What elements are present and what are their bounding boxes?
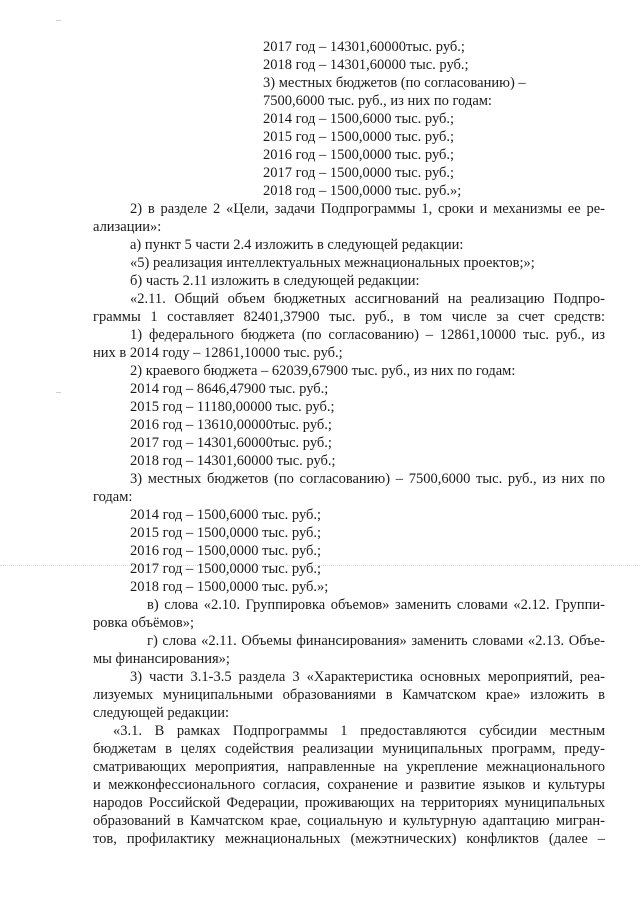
text-line: годам: — [93, 489, 133, 505]
text-line: сматривающих мероприятия, направленные на укрепление межнационального — [93, 759, 605, 775]
text-line: «3.1. В рамках Подпрограммы 1 предоставляются субсидии местным — [113, 723, 605, 739]
text-line: б) часть 2.11 изложить в следующей редакции: — [130, 273, 420, 289]
text-line: мы финансирования»; — [93, 651, 230, 667]
text-line: 7500,6000 тыс. руб., из них по годам: — [263, 93, 492, 109]
text-line: 2014 год – 1500,6000 тыс. руб.; — [130, 507, 322, 523]
text-line: следующей редакции: — [93, 705, 230, 721]
text-line: 2017 год – 1500,0000 тыс. руб.; — [130, 561, 322, 577]
text-line: 2017 год – 14301,60000тыс. руб.; — [263, 39, 465, 55]
text-line: 2018 год – 1500,0000 тыс. руб.»; — [263, 183, 462, 199]
text-line: лизуемых муниципальными образованиями в Камчатском крае» изложить в — [93, 687, 605, 703]
text-line: 3) местных бюджетов (по согласованию) – 7500,6000 тыс. руб., из них по — [130, 471, 605, 487]
text-line: тов, профилактику межнациональных (межэтнических) конфликтов (далее – — [93, 831, 605, 847]
text-line: 2016 год – 1500,0000 тыс. руб.; — [130, 543, 322, 559]
text-line: в) слова «2.10. Группировка объемов» заменить словами «2.12. Группи- — [147, 597, 605, 613]
text-line: 2014 год – 8646,47900 тыс. руб.; — [130, 381, 329, 397]
text-line: 2018 год – 1500,0000 тыс. руб.»; — [130, 579, 329, 595]
text-line: 3) части 3.1-3.5 раздела 3 «Характеристика основных мероприятий, реа- — [130, 669, 605, 685]
text-line: 2014 год – 1500,6000 тыс. руб.; — [263, 111, 455, 127]
text-line: граммы 1 составляет 82401,37900 тыс. руб., в том числе за счет средств: — [93, 309, 605, 325]
text-line: 2017 год – 1500,0000 тыс. руб.; — [263, 165, 455, 181]
text-line: «5) реализация интеллектуальных межнациональных проектов;»; — [130, 255, 535, 271]
text-line: 3) местных бюджетов (по согласованию) – — [263, 75, 526, 91]
text-line: 1) федерального бюджета (по согласованию) – 12861,10000 тыс. руб., из — [130, 327, 605, 343]
scan-mark — [56, 20, 61, 21]
text-line: бюджетам в целях содействия реализации муниципальных программ, преду- — [93, 741, 605, 757]
text-line: 2015 год – 11180,00000 тыс. руб.; — [130, 399, 335, 415]
text-line: 2017 год – 14301,60000тыс. руб.; — [130, 435, 332, 451]
text-line: и межконфессионального согласия, сохранение и развитие языков и культуры — [93, 777, 605, 793]
text-line: 2018 год – 14301,60000 тыс. руб.; — [130, 453, 336, 469]
text-line: «2.11. Общий объем бюджетных ассигнований на реализацию Подпро- — [130, 291, 605, 307]
text-line: них в 2014 году – 12861,10000 тыс. руб.; — [93, 345, 343, 361]
text-line: а) пункт 5 части 2.4 изложить в следующей редакции: — [130, 237, 464, 253]
scan-mark — [56, 392, 61, 393]
text-line: ровка объёмов»; — [93, 615, 194, 631]
text-line: 2016 год – 13610,00000тыс. руб.; — [130, 417, 332, 433]
text-line: ализации»: — [93, 219, 162, 235]
text-line: образований в Камчатском крае, социальную и культурную адаптацию мигран- — [93, 813, 605, 829]
text-line: г) слова «2.11. Объемы финансирования» заменить словами «2.13. Объе- — [147, 633, 605, 649]
text-line: 2015 год – 1500,0000 тыс. руб.; — [263, 129, 455, 145]
text-line: 2015 год – 1500,0000 тыс. руб.; — [130, 525, 322, 541]
text-line: 2) краевого бюджета – 62039,67900 тыс. руб., из них по годам: — [130, 363, 516, 379]
text-line: народов Российской Федерации, проживающих на территориях муниципальных — [93, 795, 605, 811]
text-line: 2018 год – 14301,60000 тыс. руб.; — [263, 57, 469, 73]
text-line: 2) в разделе 2 «Цели, задачи Подпрограммы 1, сроки и механизмы ее ре- — [130, 201, 605, 217]
text-line: 2016 год – 1500,0000 тыс. руб.; — [263, 147, 455, 163]
